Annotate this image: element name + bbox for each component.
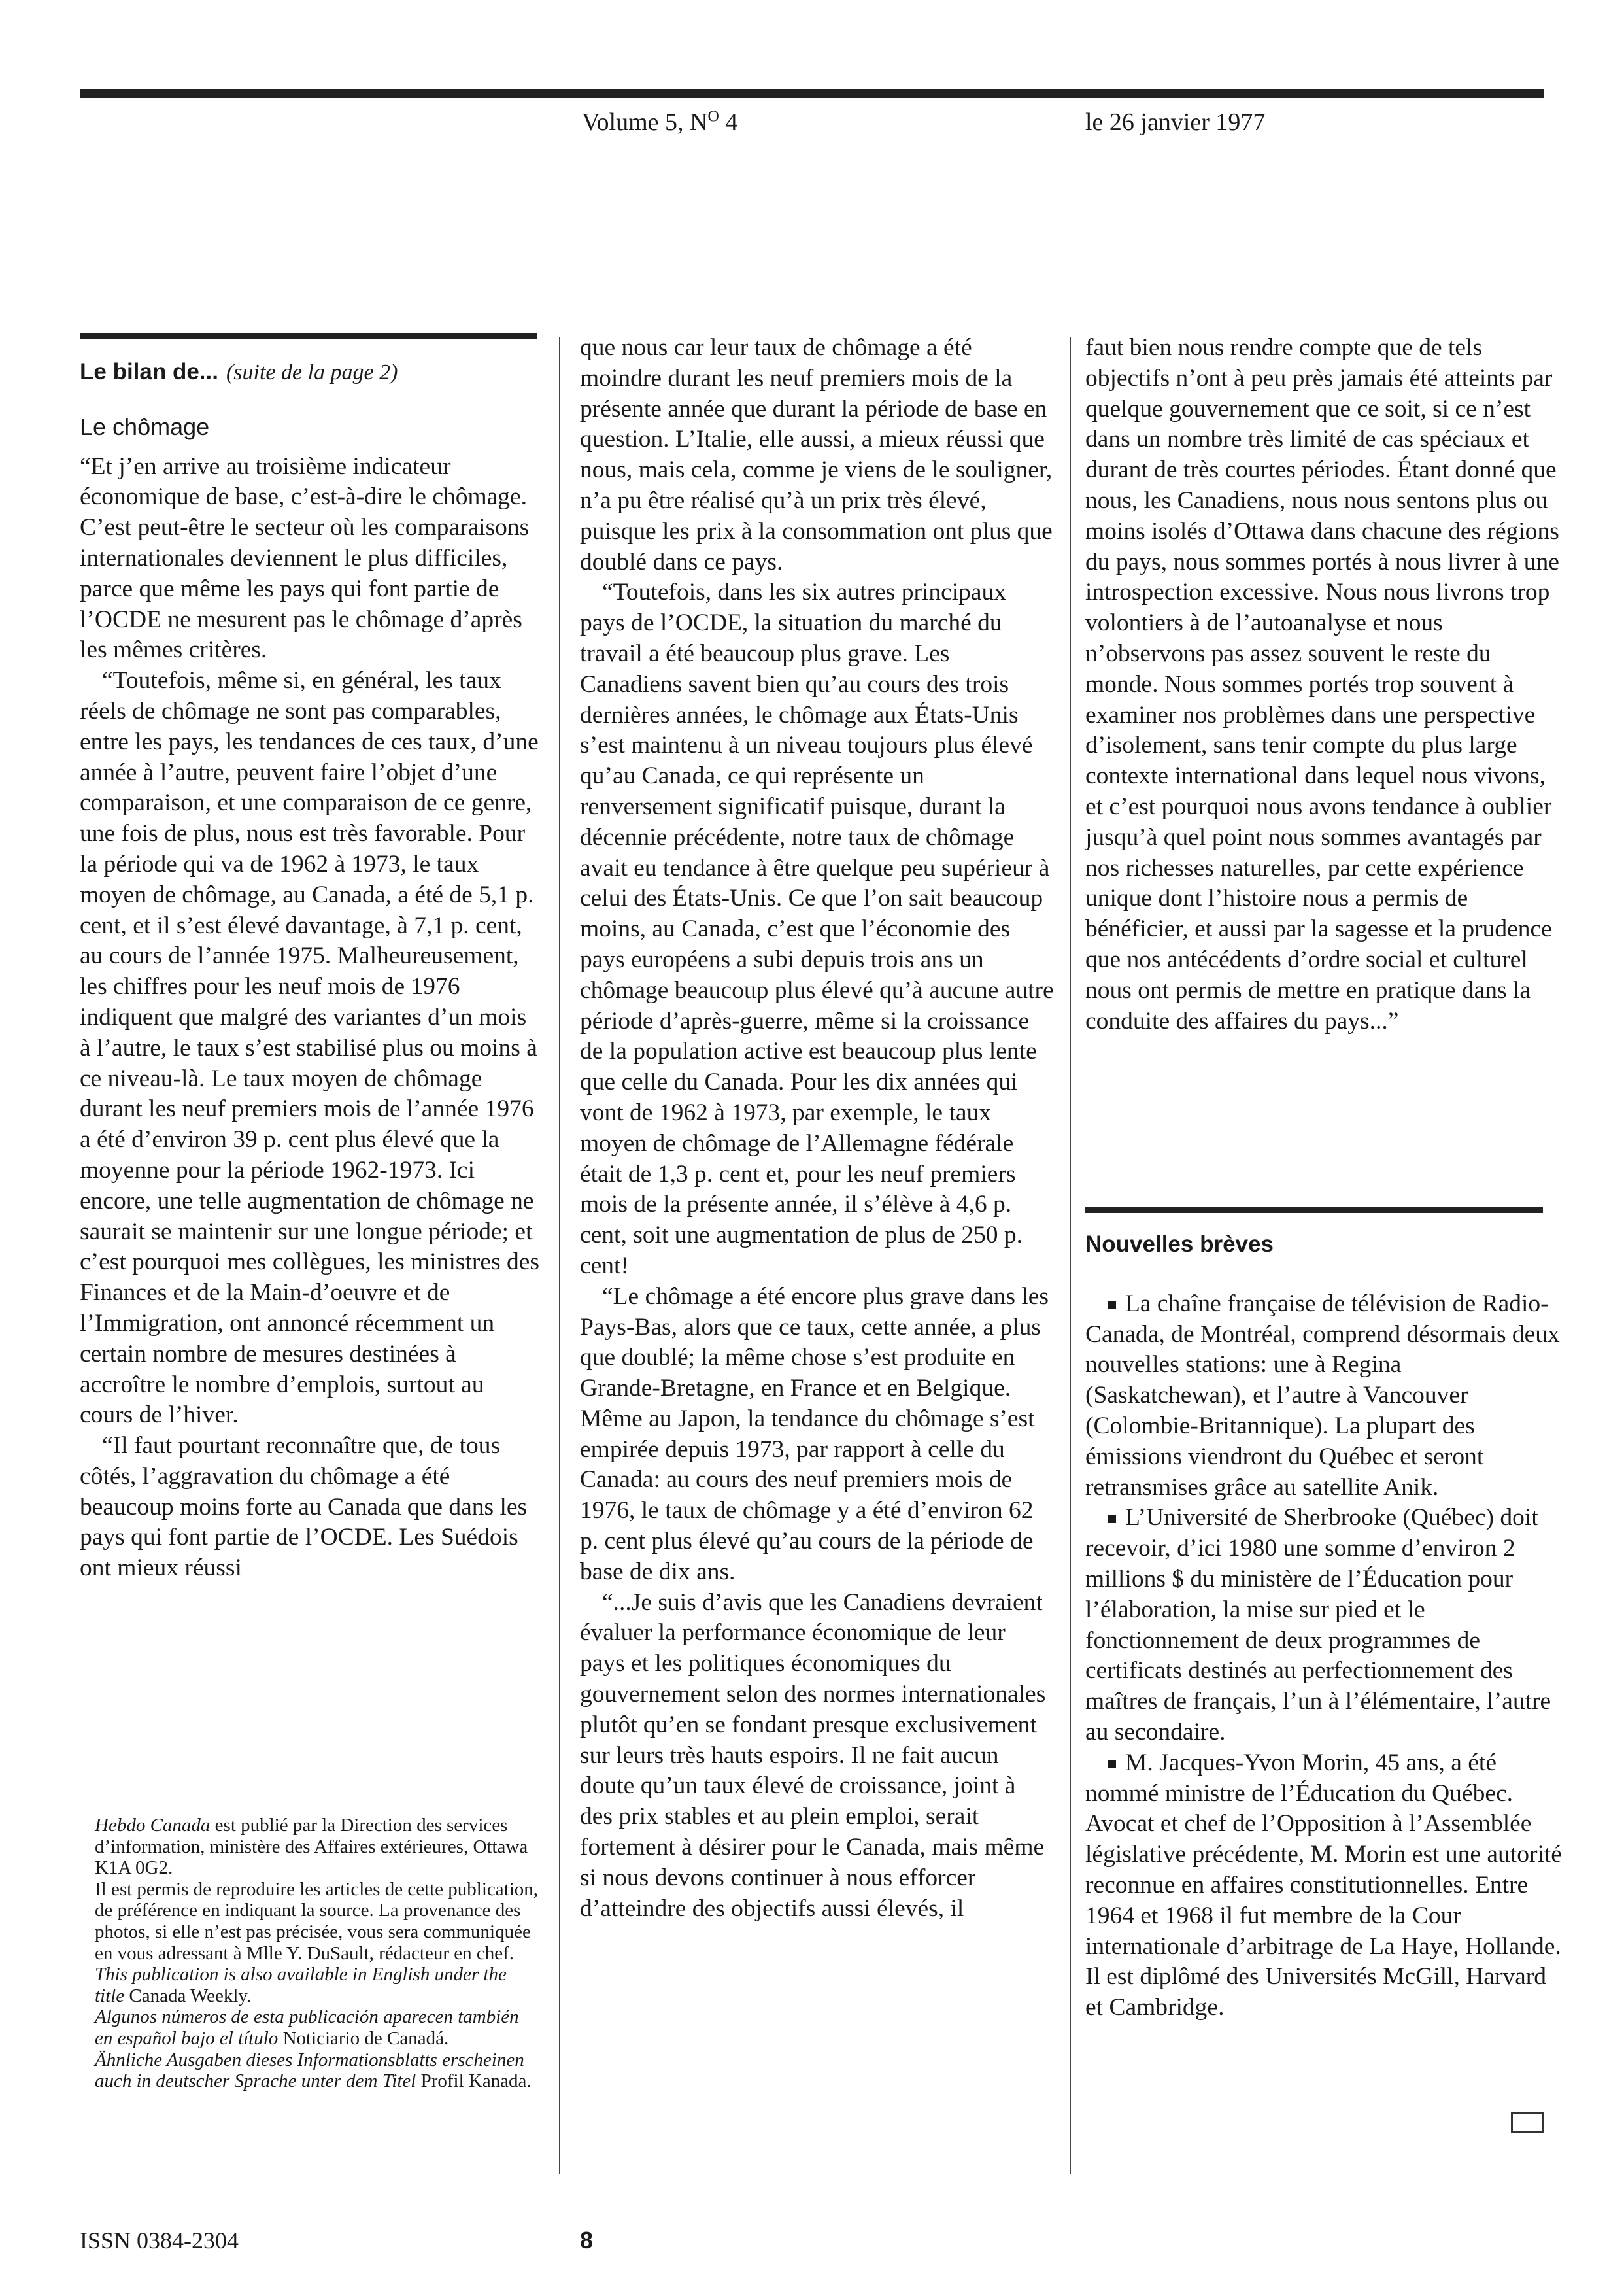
colophon-publisher: Hebdo Canada est publié par la Direction des services d’information, ministère des Affaires extérieures, Ottawa K1A 0G2. <box>95 1815 528 1879</box>
article-left-column <box>80 357 541 1584</box>
article-right-column <box>1085 333 1563 1037</box>
end-mark-icon <box>1511 2112 1544 2133</box>
paragraph: que nous car leur taux de chômage a été moindre durant les neuf premiers mois de la présente année que durant la période de base en question. L’Italie, elle aussi, a mieux réussi que nous, mais cela, comme je viens de le souligner, n’a pu être réalisé qu’à un prix très élevé, puisque les prix à la consommation ont plus que doublé dans ce pays. <box>580 334 1053 575</box>
news-brief: La chaîne française de télévision de Radio-Canada, de Montréal, comprend désormais deux nouvelles stations: une à Regina (Saskatchewan), et l’autre à Vancouver (Colombie-Britannique). La plupart des émissions viendront du Québec et seront retransmises grâce au satellite Anik. <box>1085 1290 1560 1501</box>
volume-issue: Volume 5, $N^O$ 4 <box>582 108 738 136</box>
colophon-english: This publication is also available in English under the title Canada Weekly. <box>95 1964 507 2006</box>
page-number: 8 <box>580 2227 594 2254</box>
colophon <box>95 1815 539 2092</box>
bullet-icon <box>1108 1760 1116 1768</box>
paragraph: “Toutefois, même si, en général, les taux réels de chômage ne sont pas comparables, entre les pays, les tendances de ces taux, d’une année à l’autre, peuvent faire l’objet d’une comparaison, et une comparaison de ce genre, une fois de plus, nous est très favorable. Pour la période qui va de 1962 à 1973, le taux moyen de chômage, au Canada, a été de 5,1 p. cent, et il s’est élevé davantage, à 7,1 p. cent, au cours de l’année 1975. Malheureusement, les chiffres pour les neuf mois de 1976 indiquent que malgré des variantes d’un mois à l’autre, le taux s’est stabilisé plus ou moins à ce niveau-là. Le taux moyen de chômage durant les neuf premiers mois de l’année 1976 a été d’environ 39 p. cent plus élevé que la moyenne pour la période 1962-1973. Ici encore, une telle augmentation de chômage ne saurait se maintenir sur une longue période; et c’est pourquoi mes collègues, les ministres des Finances et de la Main-d’oeuvre et de l’Immigration, ont annoncé récemment un certain nombre de mesures destinées à accroître le nombre d’emplois, surtout au cours de l’hiver. <box>80 667 539 1429</box>
colophon-reproduction: Il est permis de reproduire les articles de cette publication, de préférence en indiquant la source. La provenance des photos, si elle n’est pas précisée, vous sera communiquée en vous adressant à Mlle Y. DuSault, rédacteur en chef. <box>95 1878 539 1964</box>
article-middle-column <box>580 333 1054 1924</box>
paragraph: “Le chômage a été encore plus grave dans les Pays-Bas, alors que ce taux, cette année, a plus que doublé; la même chose s’est produite en Grande-Bretagne, en France et en Belgique. Même au Japon, la tendance du chômage s’est empirée depuis 1973, par rapport à celle du Canada: au cours des neuf premiers mois de 1976, le taux de chômage y a été d’environ 62 p. cent plus élevé qu’au cours de la période de base de dix ans. <box>580 1282 1049 1585</box>
issn: ISSN 0384-2304 <box>80 2227 239 2254</box>
masthead-rule <box>80 89 1544 98</box>
paragraph: “Toutefois, dans les six autres principaux pays de l’OCDE, la situation du marché du travail a été beaucoup plus grave. Les Canadiens savent bien qu’au cours des trois dernières années, le chômage aux États-Unis s’est maintenu à un niveau toujours plus élevé qu’au Canada, ce qui représente un renversement significatif puisque, durant la décennie précédente, notre taux de chômage avait eu tendance à être quelque peu supérieur à celui des États-Unis. Ce que l’on sait beaucoup moins, au Canada, c’est que l’économie des pays européens a subi depuis trois ans un chômage beaucoup plus élevé qu’à aucune autre période d’après-guerre, même si la croissance de la population active est beaucoup plus lente que celle du Canada. Pour les dix années qui vont de 1962 à 1973, par exemple, le taux moyen de chômage de l’Allemagne fédérale était de 1,3 p. cent et, pour les neuf premiers mois de la présente année, il s’élève à 4,6 p. cent, soit une augmentation de plus de 250 p. cent! <box>580 579 1054 1279</box>
left-column-rule <box>80 333 537 339</box>
paragraph: “Il faut pourtant reconnaître que, de tous côtés, l’aggravation du chômage a été beaucoup moins forte au Canada que dans les pays qui font partie de l’OCDE. Les Suédois ont mieux réussi <box>80 1432 528 1582</box>
news-section-rule <box>1085 1207 1543 1213</box>
paragraph: “...Je suis d’avis que les Canadiens devraient évaluer la performance économique de leur pays et les politiques économiques du gouvernement selon des normes internationales plutôt qu’en se fondant presque exclusivement sur leurs très hauts espoirs. Il ne fait aucun doute qu’un taux élevé de croissance, joint à des prix stables et au plein emploi, serait fortement à désirer pour le Canada, mais même si nous devons continuer à nous efforcer d’atteindre des objectifs aussi élevés, il <box>580 1588 1046 1922</box>
continued-note: (suite de la page 2) <box>226 360 398 385</box>
bullet-icon <box>1108 1515 1116 1523</box>
issue-date: le 26 janvier 1977 <box>1085 109 1266 136</box>
news-briefs-section <box>1085 1229 1563 2023</box>
colophon-spanish: Algunos números de esta publicación aparecen también en español bajo el título Noticiario de Canadá. <box>95 2006 519 2049</box>
paragraph: faut bien nous rendre compte que de tels objectifs n’ont à peu près jamais été atteints par quelque gouvernement que ce soit, si ce n’est dans un nombre très limité de cas spéciaux et durant de très courtes périodes. Étant donné que nous, les Canadiens, nous nous sentons plus ou moins isolés d’Ottawa dans chacune des régions du pays, nous sommes portés à nous livrer à une introspection excessive. Nous nous livrons trop volontiers à de l’autoanalyse et nous n’observons pas assez souvent le reste du monde. Nous sommes portés trop souvent à examiner nos problèmes dans une perspective d’isolement, sans tenir compte du plus large contexte international dans lequel nous vivons, et c’est pourquoi nous avons tendance à oublier jusqu’à quel point nous sommes avantagés par nos richesses naturelles, par cette expérience unique dont l’histoire nous a permis de bénéficier, et aussi par la sagesse et la prudence que nos antécédents d’ordre social et culturel nous ont permis de mettre en pratique dans la conduite des affaires du pays...” <box>1085 334 1559 1035</box>
news-brief: M. Jacques-Yvon Morin, 45 ans, a été nommé ministre de l’Éducation du Québec. Avocat et chef de l’Opposition à l’Assemblée législative précédente, M. Morin est une autorité reconnue en affaires constitutionnelles. Entre 1964 et 1968 il fut membre de la Cour internationale d’arbitrage de La Haye, Hollande. Il est diplômé des Universités McGill, Harvard et Cambridge. <box>1085 1749 1562 2021</box>
column-divider <box>1070 337 1071 2174</box>
section-subheading: Le chômage <box>80 413 210 440</box>
article-heading: Le bilan de... (suite de la page 2) <box>80 359 398 385</box>
bullet-icon <box>1108 1301 1116 1309</box>
paragraph: “Et j’en arrive au troisième indicateur économique de base, c’est-à-dire le chômage. C’est peut-être le secteur où les comparaisons internationales deviennent le plus difficiles, parce que même les pays qui font partie de l’OCDE ne mesurent pas le chômage d’après les mêmes critères. <box>80 453 530 664</box>
news-brief: L’Université de Sherbrooke (Québec) doit recevoir, d’ici 1980 une somme d’environ 2 millions $ du ministère de l’Éducation pour l’élaboration, la mise sur pied et le fonctionnement de deux programmes de certificats destinés au perfectionnement des maîtres de français, l’un à l’élémentaire, l’autre au secondaire. <box>1085 1504 1551 1745</box>
news-heading: Nouvelles brèves <box>1085 1231 1274 1257</box>
colophon-german: Ähnliche Ausgaben dieses Informationsblatts erscheinen auch in deutscher Sprache unter dem Titel Profil Kanada. <box>95 2049 532 2092</box>
column-divider <box>559 337 560 2174</box>
